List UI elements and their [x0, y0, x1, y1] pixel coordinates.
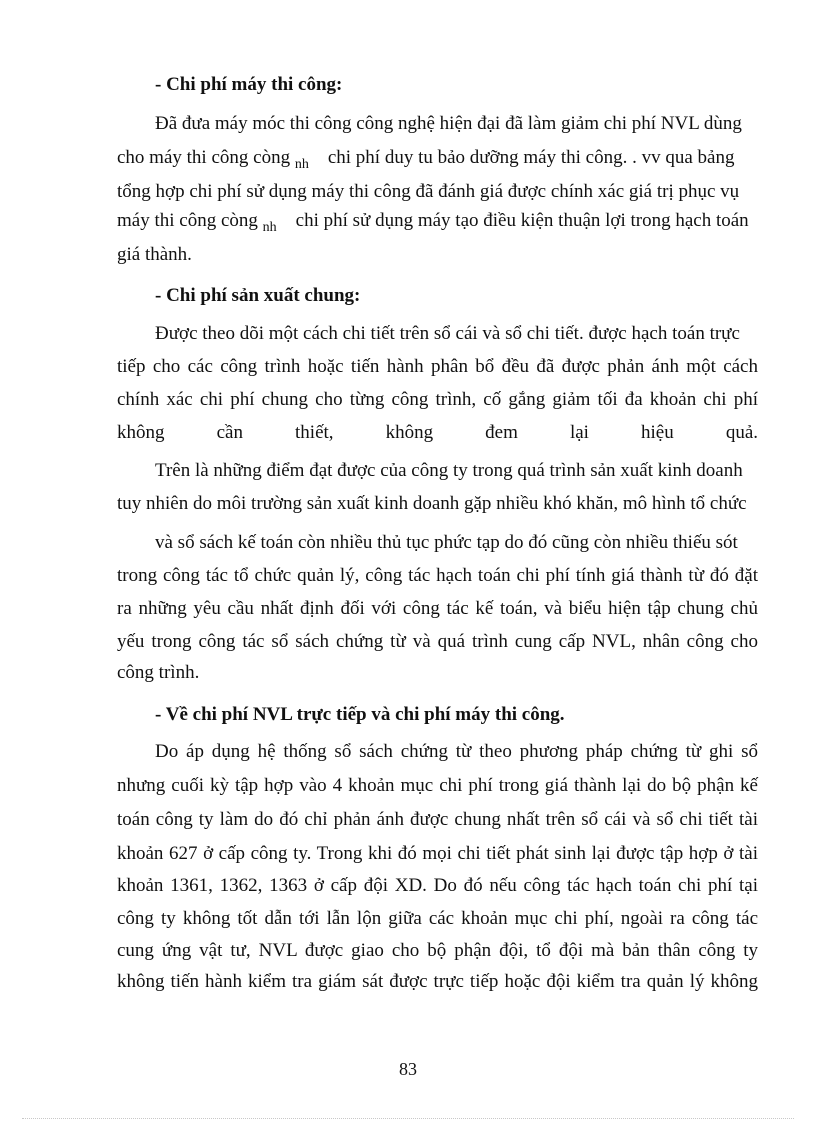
paragraph-line: tiếp cho các công trình hoặc tiến hành phân bổ đều đã được phản ánh một cách	[117, 356, 758, 377]
paragraph-line: cung ứng vật tư, NVL được giao cho bộ phận đội, tổ đội mà bản thân công ty	[117, 940, 758, 961]
paragraph-line	[117, 209, 749, 235]
paragraph-line: giá thành.	[117, 244, 192, 265]
paragraph-line: ra những yêu cầu nhất định đối với công tác kế toán, và biểu hiện tập chung chủ	[117, 598, 758, 619]
paragraph-line: trong công tác tổ chức quản lý, công tác hạch toán chi phí tính giá thành từ đó đặt	[117, 565, 758, 586]
paragraph-line: không tiến hành kiểm tra giám sát được trực tiếp hoặc đội kiểm tra quản lý không	[117, 971, 758, 992]
paragraph-line: Trên là những điểm đạt được của công ty trong quá trình sản xuất kinh doanh	[155, 460, 743, 481]
line-text: cho máy thi công còng	[117, 147, 291, 168]
paragraph-line: Đã đưa máy móc thi công công nghệ hiện đại đã làm giảm chi phí NVL dùng	[155, 113, 742, 134]
paragraph-line: yếu trong công tác sổ sách chứng từ và quá trình cung cấp NVL, nhân công cho	[117, 631, 758, 652]
line-text: chi phí duy tu bảo dưỡng máy thi công. . vv qua bảng	[327, 147, 735, 168]
paragraph-line: tuy nhiên do môi trường sản xuất kinh doanh gặp nhiều khó khăn, mô hình tổ chức	[117, 493, 747, 514]
paragraph-line: tổng hợp chi phí sử dụng máy thi công đã đánh giá được chính xác giá trị phục vụ	[117, 181, 740, 202]
line-text: chi phí sử dụng máy tạo điều kiện thuận lợi trong hạch toán	[295, 210, 749, 231]
page-number: 83	[399, 1059, 417, 1079]
line-text: máy thi công còng	[117, 210, 258, 231]
paragraph-line: công trình.	[117, 662, 200, 683]
paragraph-line: Do áp dụng hệ thống sổ sách chứng từ theo phương pháp chứng từ ghi sổ	[155, 741, 758, 762]
subscript-text: nh	[262, 220, 277, 235]
heading-machine-cost: - Chi phí máy thi công:	[155, 74, 343, 95]
heading-general-production-cost: - Chi phí sản xuất chung:	[155, 285, 361, 306]
paragraph-line: Được theo dõi một cách chi tiết trên sổ cái và sổ chi tiết. được hạch toán trực	[155, 323, 740, 344]
paragraph-line: và sổ sách kế toán còn nhiều thủ tục phức tạp do đó cũng còn nhiều thiếu sót	[155, 532, 738, 553]
paragraph-line: khoản 627 ở cấp công ty. Trong khi đó mọi chi tiết phát sinh lại được tập hợp ở tài	[117, 843, 758, 864]
paragraph-line: nhưng cuối kỳ tập hợp vào 4 khoản mục chi phí trong giá thành lại do bộ phận kế	[117, 775, 758, 796]
paragraph-line: công ty không tốt dẫn tới lẫn lộn giữa các khoản mục chi phí, ngoài ra công tác	[117, 908, 758, 929]
paragraph-line: không cần thiết, không đem lại hiệu quả.	[117, 422, 758, 443]
footer-divider	[22, 1118, 794, 1119]
paragraph-line: toán công ty làm do đó chỉ phản ánh được chung nhất trên sổ cái và sổ chi tiết tài	[117, 809, 758, 830]
paragraph-line	[117, 146, 734, 172]
paragraph-line: khoản 1361, 1362, 1363 ở cấp đội XD. Do đó nếu công tác hạch toán chi phí tại	[117, 875, 758, 896]
paragraph-line: chính xác chi phí chung cho từng công trình, cố gắng giảm tối đa khoản chi phí	[117, 389, 758, 410]
heading-material-machine-cost: - Về chi phí NVL trực tiếp và chi phí máy thi công.	[155, 704, 565, 725]
subscript-text: nh	[294, 157, 309, 172]
